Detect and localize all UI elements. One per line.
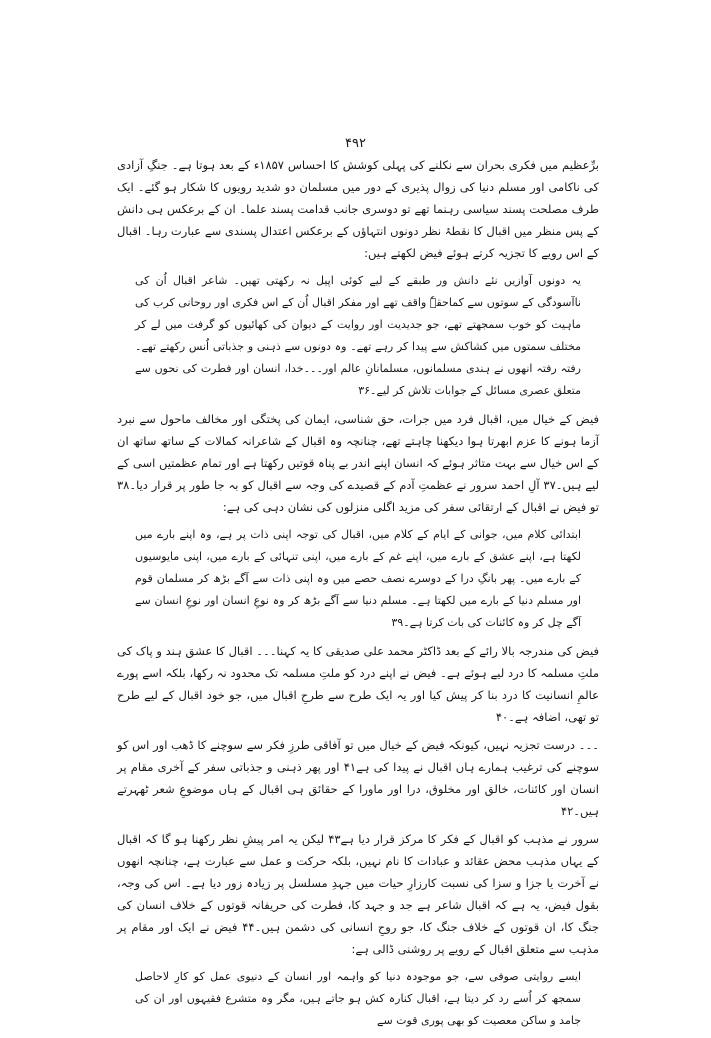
page-number: ۴۹۲ <box>345 136 366 151</box>
paragraph-4: ۔۔۔ درست تجزیہ نہیں، کیونکہ فیض کے خیال میں تو آفاقی طرزِ فکر سے سوچنے کا ڈھب اور اس کو سوچنے کی ترغیب ہمارے ہاں اقبال نے پیدا کی ہے۴۱ اور پھر ذہنی و جذباتی سفر کے آخری مقام پر انسان اور کائنات، خالق اور مخلوق، درا اور ماورا کے حقائق ہی اقبال کے ہاں موضوعِ شعر ٹھہرتے ہیں۔۴۲ <box>117 738 599 818</box>
block-quote-3: ایسے روایتی صوفی سے، جو موجودہ دنیا کو واہمہ اور انسان کے دنیوی عمل کو کارِ لاحاصل سمجھ کر اُسے رد کر دیتا ہے، اقبال کنارہ کش ہو جاتے ہیں، مگر وہ متشرع فقیہوں اور ان کی جامد و ساکن معصیت کو بھی پوری قوت سے <box>135 970 581 1027</box>
paragraph-1: برِّعظیم میں فکری بحران سے نکلنے کی پہلی کوشش کا احساس ۱۸۵۷ء کے بعد ہوتا ہے۔ جنگِ آزادی کی ناکامی اور مسلم دنیا کی زوال پذیری کے دور میں مسلمان دو شدید رویوں کا شکار ہو گئے۔ ایک طرف مصلحت پسند سیاسی رہنما تھے تو دوسری جانب قدامت پسند علما۔ ان کے برعکس ہی دانش کے پس منظر میں اقبال کا نقطۂ نظر دونوں انتہاؤں کے برعکس اعتدال پسندی سے عبارت رہا۔ اقبال کے اس رویے کا تجزیہ کرتے ہوئے فیض لکھتے ہیں: <box>117 158 600 260</box>
block-quote-1: یہ دونوں آوازیں نئے دانش ور طبقے کے لیے کوئی اپیل نہ رکھتی تھیں۔ شاعر اقبال اُن کی ناآسودگی کے سوتوں سے کماحقہٗ واقف تھے اور مفکر اقبال اُن کے اس فکری اور روحانی کرب کی ماہیت کو خوب سمجھتے تھے، جو جدیدیت اور روایت کے دیوان کی کھائیوں کو گرفت میں لے کر مختلف سمتوں میں کشاکش سے پیدا کر رہے تھے۔ وہ دونوں سے ذہنی و جذباتی اُنس رکھتے تھے۔ رفتہ رفتہ انھوں نے ہندی مسلمانوں، مسلمانانِ عالم اور۔۔۔خدا، انسان اور فطرت کی نحوں سے متعلق عصری مسائل کے جوابات تلاش کر لیے۔۳۶ <box>135 274 581 397</box>
paragraph-2: فیض کے خیال میں، اقبال فرد میں جرات، حق شناسی، ایمان کی پختگی اور مخالف ماحول سے نبرد آزما ہونے کا عزم ابھرتا ہوا دیکھنا چاہتے تھے، چنانچہ وہ اقبال کے شاعرانہ کمالات کے ساتھ ساتھ ان کے اس خیال سے بہت متاثر ہوئے کہ انسان اپنے اندر بے پناہ قوتیں رکھتا ہے اور تمام عظمتیں اسی کے لیے ہیں۔۳۷ آلِ احمد سرور نے عظمتِ آدم کے قصیدے کی وجہ سے اقبال کو بہ جا طور پر قرار دیا۔۳۸ تو فیض نے اقبال کے ارتقائی سفر کی مزید اگلی منزلوں کی نشان دہی کی ہے: <box>117 412 599 514</box>
paragraph-5: سرور نے مذہب کو اقبال کے فکر کا مرکز قرار دیا ہے۴۳ لیکن یہ امر پیشِ نظر رکھنا ہو گا کہ اقبال کے یہاں مذہب محض عقائد و عبادات کا نام نہیں، بلکہ حرکت و عمل سے عبارت ہے، چنانچہ انھوں نے آخرت یا جزا و سزا کی نسبت کارزارِ حیات میں جہدِ مسلسل پر زیادہ زور دیا ہے۔ اس کی وجہ، بقول فیض، یہ ہے کہ اقبال شاعر ہے جد و جہد کا، فطرت کی حریفانہ قوتوں کے خلاف انسان کی جنگ کا، ان قوتوں کے خلاف جنگ کا، جو روحِ انسانی کی دشمن ہیں۔۴۴ فیض نے ایک اور مقام پر مذہب سے متعلق اقبال کے رویے پر روشنی ڈالی ہے: <box>117 832 599 956</box>
block-quote-2: ابتدائی کلام میں، جوانی کے ایام کے کلام میں، اقبال کی توجہ اپنی ذات پر ہے، وہ اپنے بارے میں لکھتا ہے، اپنے عشق کے بارے میں، اپنے غم کے بارے میں، اپنی تنہائی کے بارے میں، اپنی مایوسیوں کے بارے میں۔ پھر بانگِ درا کے دوسرے نصف حصے میں وہ اپنی ذات سے آگے بڑھ کر مسلمان قوم اور مسلم دنیا کے بارے میں لکھتا ہے۔ مسلم دنیا سے آگے بڑھ کر وہ نوعِ انسان اور نوعِ انسان سے آگے چل کر وہ کائنات کی بات کرتا ہے۔۳۹ <box>135 528 581 629</box>
paragraph-3: فیض کی مندرجہ بالا رائے کے بعد ڈاکٹر محمد علی صدیقی کا یہ کہنا۔۔۔ اقبال کا عشق ہند و پاک کی ملتِ مسلمہ کا درد لیے ہوئے ہے۔ فیض نے اپنے درد کو ملتِ مسلمہ تک محدود نہ رکھا، بلکہ اسے پورے عالمِ انسانیت کا درد بنا کر پیش کیا اور یہ ایک طرح سے طرحِ اقبال میں، جو خود اقبال کے لیے طرح تو تھی، اضافہ ہے۔۴۰ <box>117 644 599 724</box>
page-body <box>117 154 599 1038</box>
